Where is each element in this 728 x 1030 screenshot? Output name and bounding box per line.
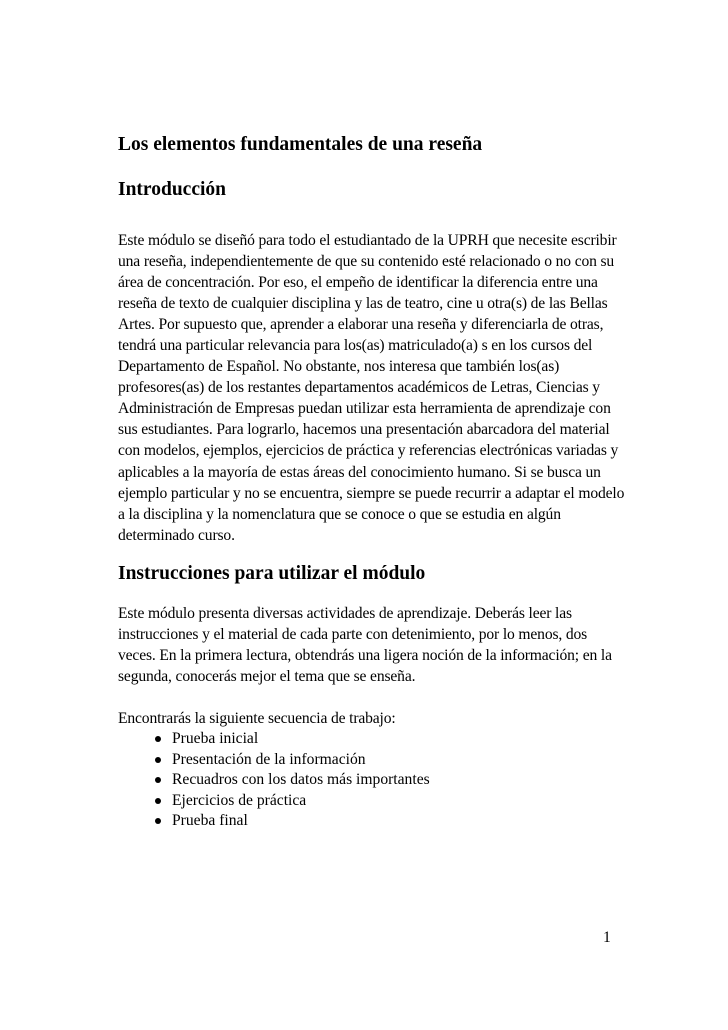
page-content (118, 133, 625, 829)
list-item-label: Recuadros con los datos más importantes (172, 771, 430, 788)
instructions-heading: Instrucciones para utilizar el módulo (118, 563, 426, 584)
introduction-paragraph: Este módulo se diseñó para todo el estudiantado de la UPRH que necesite escribir una reseña, independientemente de que su contenido esté relacionado o no con su área de concentración. Por eso, el empeño de identificar la diferencia entre una reseña de texto de cualquier disciplina y las de teatro, cine u otra(s) de las Bellas Artes. Por supuesto que, aprender a elaborar una reseña y diferenciarla de otras, tendrá una particular relevancia para los(as) matriculado(a) s en los cursos del Departamento de Español. No obstante, nos interesa que también los(as) profesores(as) de los restantes departamentos académicos de Letras, Ciencias y Administración de Empresas puedan utilizar esta herramienta de aprendizaje con sus estudiantes. Para lograrlo, hacemos una presentación abarcadora del material con modelos, ejemplos, ejercicios de práctica y referencias electrónicas variadas y aplicables a la mayoría de estas áreas del conocimiento humano. Si se busca un ejemplo particular y no se encuentra, siempre se puede recurrir a adaptar el modelo a la disciplina y la nomenclatura que se conoce o que se estudia en algún determinado curso. (118, 232, 625, 544)
list-item (118, 770, 430, 791)
bullet-icon (155, 798, 161, 804)
bullet-icon (155, 757, 161, 763)
introduction-heading: Introducción (118, 179, 226, 200)
sequence-intro: Encontrarás la siguiente secuencia de trabajo: (118, 710, 396, 727)
bullet-icon (155, 818, 161, 824)
instructions-paragraph: Este módulo presenta diversas actividades de aprendizaje. Deberás leer las instrucciones y el material de cada parte con detenimiento, por lo menos, dos veces. En la primera lectura, obtendrás una ligera noción de la información; en la segunda, conocerás mejor el tema que se enseña. (118, 605, 612, 686)
document-title: Los elementos fundamentales de una reseña (118, 134, 483, 155)
sequence-list (118, 729, 430, 832)
list-item-label: Prueba final (172, 812, 248, 829)
list-item (118, 729, 430, 750)
page-number: 1 (603, 929, 611, 946)
bullet-icon (155, 736, 161, 742)
list-item (118, 750, 430, 771)
list-item-label: Ejercicios de práctica (172, 791, 307, 809)
list-item (118, 811, 430, 832)
list-item (118, 791, 430, 812)
list-item-label: Presentación de la información (172, 750, 366, 768)
list-item-label: Prueba inicial (172, 730, 259, 747)
bullet-icon (155, 777, 161, 783)
